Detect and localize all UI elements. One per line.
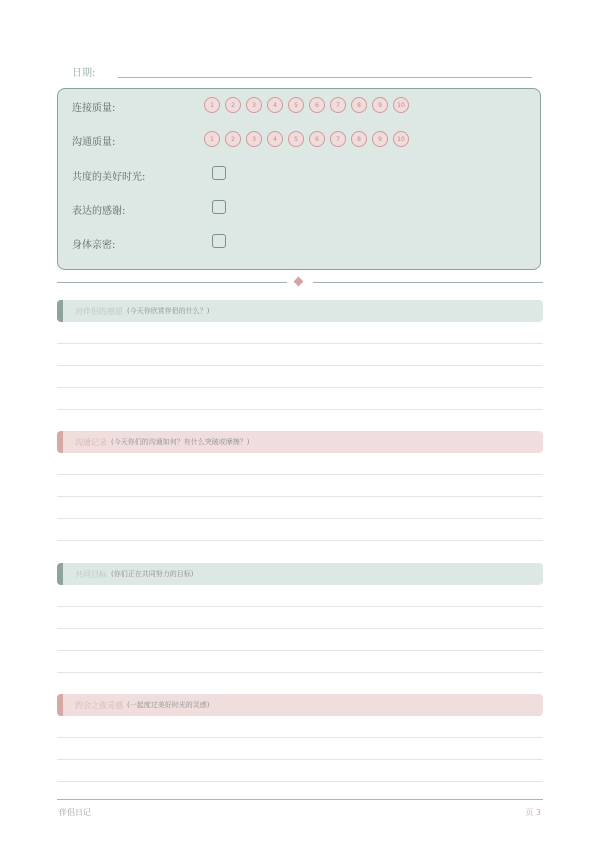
page-number: 页 3 xyxy=(525,808,541,817)
rating-circle[interactable]: 4 xyxy=(267,97,283,113)
metric-gratitude-label: 表达的感谢: xyxy=(72,206,126,217)
date-label: 日期: xyxy=(72,68,96,79)
writing-line[interactable] xyxy=(57,388,543,410)
rating-circle[interactable]: 10 xyxy=(393,131,409,147)
rating-circle[interactable]: 6 xyxy=(309,131,325,147)
daily-tracker-card xyxy=(57,88,541,270)
writing-line[interactable] xyxy=(57,607,543,629)
writing-line[interactable] xyxy=(57,760,543,782)
section-header xyxy=(57,563,543,585)
section-hint: (今天你欣赏伴侣的什么？) xyxy=(127,307,210,315)
section-shared-goals xyxy=(57,563,543,673)
section-communication xyxy=(57,431,543,541)
rating-circle[interactable]: 5 xyxy=(288,131,304,147)
section-title: 沟通记录 xyxy=(75,437,107,447)
rating-circle[interactable]: 8 xyxy=(351,97,367,113)
metric-connection-label: 连接质量: xyxy=(72,103,116,114)
communication-rating-scale xyxy=(204,131,409,147)
section-header xyxy=(57,300,543,322)
rating-circle[interactable]: 8 xyxy=(351,131,367,147)
rating-circle[interactable]: 1 xyxy=(204,131,220,147)
writing-line[interactable] xyxy=(57,475,543,497)
quality-time-checkbox[interactable] xyxy=(212,166,226,180)
section-title: 对伴侣的感恩 xyxy=(75,306,123,316)
writing-line[interactable] xyxy=(57,651,543,673)
rating-circle[interactable]: 9 xyxy=(372,97,388,113)
section-accent-bar xyxy=(57,563,63,585)
connection-rating-scale xyxy=(204,97,409,113)
section-hint: (今天你们的沟通如何？有什么突破或摩擦？) xyxy=(111,438,250,446)
section-accent-bar xyxy=(57,431,63,453)
date-row xyxy=(72,64,532,80)
section-hint: (一起度过美好时光的灵感) xyxy=(127,701,210,709)
writing-line[interactable] xyxy=(57,716,543,738)
writing-line[interactable] xyxy=(57,322,543,344)
date-input-line[interactable] xyxy=(118,77,532,78)
divider-line xyxy=(313,282,543,283)
diamond-icon xyxy=(294,277,304,287)
rating-circle[interactable]: 2 xyxy=(225,131,241,147)
writing-line[interactable] xyxy=(57,497,543,519)
divider-line xyxy=(57,282,287,283)
gratitude-checkbox[interactable] xyxy=(212,200,226,214)
rating-circle[interactable]: 7 xyxy=(330,97,346,113)
writing-line[interactable] xyxy=(57,453,543,475)
rating-circle[interactable]: 5 xyxy=(288,97,304,113)
writing-line[interactable] xyxy=(57,738,543,760)
rating-circle[interactable]: 4 xyxy=(267,131,283,147)
footer-title: 伴侣日记 xyxy=(59,808,91,817)
section-accent-bar xyxy=(57,300,63,322)
rating-circle[interactable]: 10 xyxy=(393,97,409,113)
section-title: 共同目标 xyxy=(75,569,107,579)
metric-communication-label: 沟通质量: xyxy=(72,137,116,148)
rating-circle[interactable]: 1 xyxy=(204,97,220,113)
section-gratitude xyxy=(57,300,543,410)
section-accent-bar xyxy=(57,694,63,716)
rating-circle[interactable]: 7 xyxy=(330,131,346,147)
writing-line[interactable] xyxy=(57,585,543,607)
section-title: 约会之夜灵感 xyxy=(75,700,123,710)
rating-circle[interactable]: 2 xyxy=(225,97,241,113)
section-header xyxy=(57,694,543,716)
writing-line[interactable] xyxy=(57,366,543,388)
rating-circle[interactable]: 3 xyxy=(246,131,262,147)
page-footer xyxy=(57,799,543,817)
section-header xyxy=(57,431,543,453)
rating-circle[interactable]: 9 xyxy=(372,131,388,147)
writing-line[interactable] xyxy=(57,344,543,366)
writing-line[interactable] xyxy=(57,629,543,651)
writing-line[interactable] xyxy=(57,519,543,541)
rating-circle[interactable]: 3 xyxy=(246,97,262,113)
ornamental-divider xyxy=(57,278,543,288)
section-date-night xyxy=(57,694,543,782)
section-hint: (你们正在共同努力的目标) xyxy=(111,570,194,578)
metric-quality-time-label: 共度的美好时光: xyxy=(72,172,146,183)
rating-circle[interactable]: 6 xyxy=(309,97,325,113)
metric-intimacy-label: 身体亲密: xyxy=(72,240,116,251)
intimacy-checkbox[interactable] xyxy=(212,234,226,248)
